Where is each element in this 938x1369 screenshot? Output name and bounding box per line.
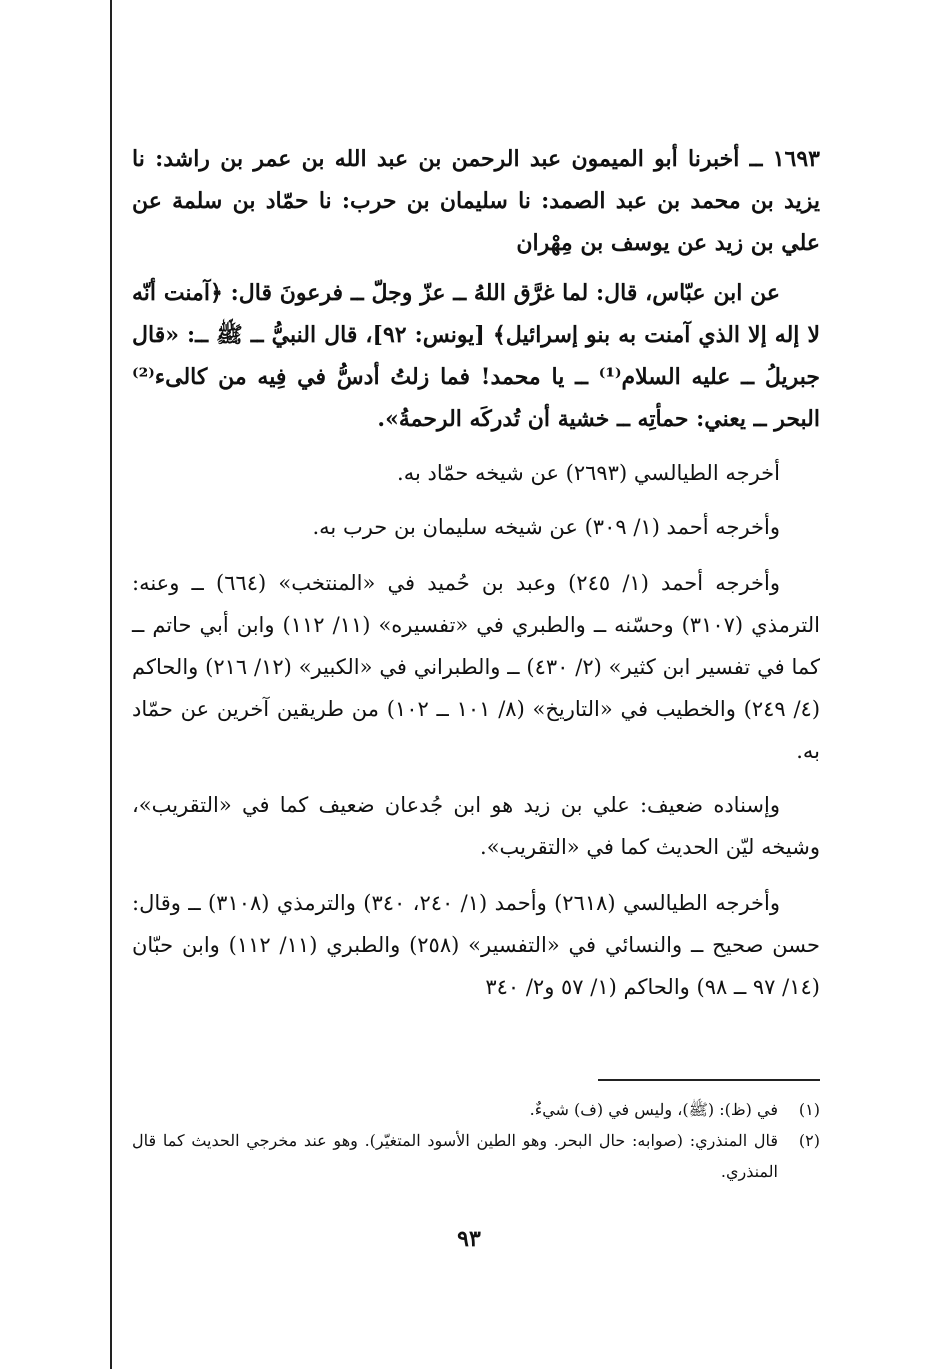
page-margin-rule	[110, 0, 112, 1369]
footnote-text: قال المنذري: (صوابه: حال البحر. وهو الطين الأسود المتغيّر). وهو عند مخرجي الحديث كما قال المنذري.	[132, 1131, 778, 1181]
hadith-isnad-paragraph: ١٦٩٣ ــ أخبرنا أبو الميمون عبد الرحمن بن عبد الله بن عمر بن راشد: نا يزيد بن محمد بن عبد الصمد: نا سليمان بن حرب: نا حمّاد بن سلمة عن علي بن زيد عن يوسف بن مِهْران	[132, 146, 820, 256]
main-text	[132, 138, 820, 1020]
footnote-number: (١)	[798, 1100, 820, 1119]
page-number: ٩٣	[457, 1226, 481, 1252]
takhrij-paragraph-4: وأخرجه الطيالسي (٢٦١٨) وأحمد (١/ ٢٤٠، ٣٤٠) والترمذي (٣١٠٨) ــ وقال: حسن صحيح ــ والنسائي في «التفسير» (٢٥٨) والطبري (١١/ ١١٢) وابن حبّان (١٤/ ٩٧ ــ ٩٨) والحاكم (١/ ٥٧ و٢/ ٣٤٠	[132, 891, 820, 999]
footnote-text: في (ظ): (ﷺ)، وليس في (ف) شيءٌ.	[529, 1100, 778, 1119]
footnotes	[132, 1094, 820, 1187]
takhrij-paragraph-1: أخرجه الطيالسي (٢٦٩٣) عن شيخه حمّاد به.	[397, 461, 780, 485]
footnote-1	[132, 1094, 820, 1125]
footnote-2	[132, 1125, 820, 1187]
hadith-matn-paragraph: عن ابن عبّاس، قال: لما غرَّق اللهُ ــ عزّ وجلّ ــ فرعونَ قال: ﴿آمنت أنّه لا إله إلا الذي آمنت به بنو إسرائيل﴾ [يونس: ٩٢]، قال النبيُّ ــ ﷺ ــ: «قال جبريلُ ــ عليه السلام⁽¹⁾ ــ يا محمد! فما زلتُ أدسُّ في فِيه من كالىء⁽²⁾ البحر ــ يعني: حمأتِه ــ خشية أن تُدركَه الرحمةُ».	[132, 280, 820, 432]
footnote-separator	[598, 1079, 820, 1081]
footnote-number: (٢)	[798, 1131, 820, 1150]
isnad-grading-paragraph: وإسناده ضعيف: علي بن زيد هو ابن جُدعان ضعيف كما في «التقريب»، وشيخه ليّن الحديث كما في «التقريب».	[132, 793, 820, 859]
takhrij-paragraph-3: وأخرجه أحمد (١/ ٢٤٥) وعبد بن حُميد في «المنتخب» (٦٦٤) ــ وعنه: الترمذي (٣١٠٧) وحسّنه ــ والطبري في «تفسيره» (١١/ ١١٢) وابن أبي حاتم ــ كما في تفسير ابن كثير» (٢/ ٤٣٠) ــ والطبراني في «الكبير» (١٢/ ٢١٦) والحاكم (٤/ ٢٤٩) والخطيب في «التاريخ» (٨/ ١٠١ ــ ١٠٢) من طريقين آخرين عن حمّاد به.	[132, 571, 821, 763]
takhrij-paragraph-2: وأخرجه أحمد (١/ ٣٠٩) عن شيخه سليمان بن حرب به.	[312, 515, 780, 539]
